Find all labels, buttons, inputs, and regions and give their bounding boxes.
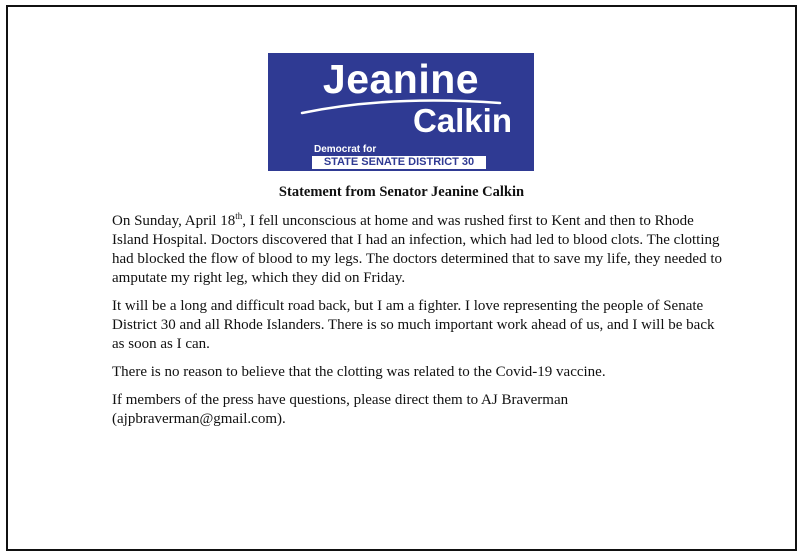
paragraph-1-start: On Sunday, April 18 xyxy=(112,213,236,229)
paragraph-4: If members of the press have questions, please direct them to AJ Braverman (ajpbraverman@gmail.com). xyxy=(112,392,569,427)
document-frame xyxy=(6,5,797,551)
paragraph-1-rest: , I fell unconscious at home and was rushed first to Kent and then to Rhode Island Hospital. Doctors discovered that I had an infection, which had led to blood clots. The clotting had blocked the flow of blood to my legs. The doctors determined that to save my life, they needed to amputate my right leg, which they did on Friday. xyxy=(112,213,722,286)
logo-last-name: Calkin xyxy=(412,102,512,139)
paragraph-2: It will be a long and difficult road back, but I am a fighter. I love representing the people of Senate District 30 and all Rhode Islanders. There is so much important work ahead of us, and I will be back as soon as I can. xyxy=(112,298,715,352)
logo-district-label: STATE SENATE DISTRICT 30 xyxy=(312,156,486,169)
ordinal-suffix: th xyxy=(235,211,243,221)
campaign-logo xyxy=(268,53,534,171)
paragraph-1 xyxy=(112,212,722,288)
statement-body xyxy=(112,212,722,438)
logo-democrat-for: Democrat for xyxy=(314,144,377,155)
statement-title: Statement from Senator Jeanine Calkin xyxy=(278,184,525,200)
logo-first-name: Jeanine xyxy=(322,56,480,102)
paragraph-3: There is no reason to believe that the clotting was related to the Covid-19 vaccine. xyxy=(112,364,606,380)
